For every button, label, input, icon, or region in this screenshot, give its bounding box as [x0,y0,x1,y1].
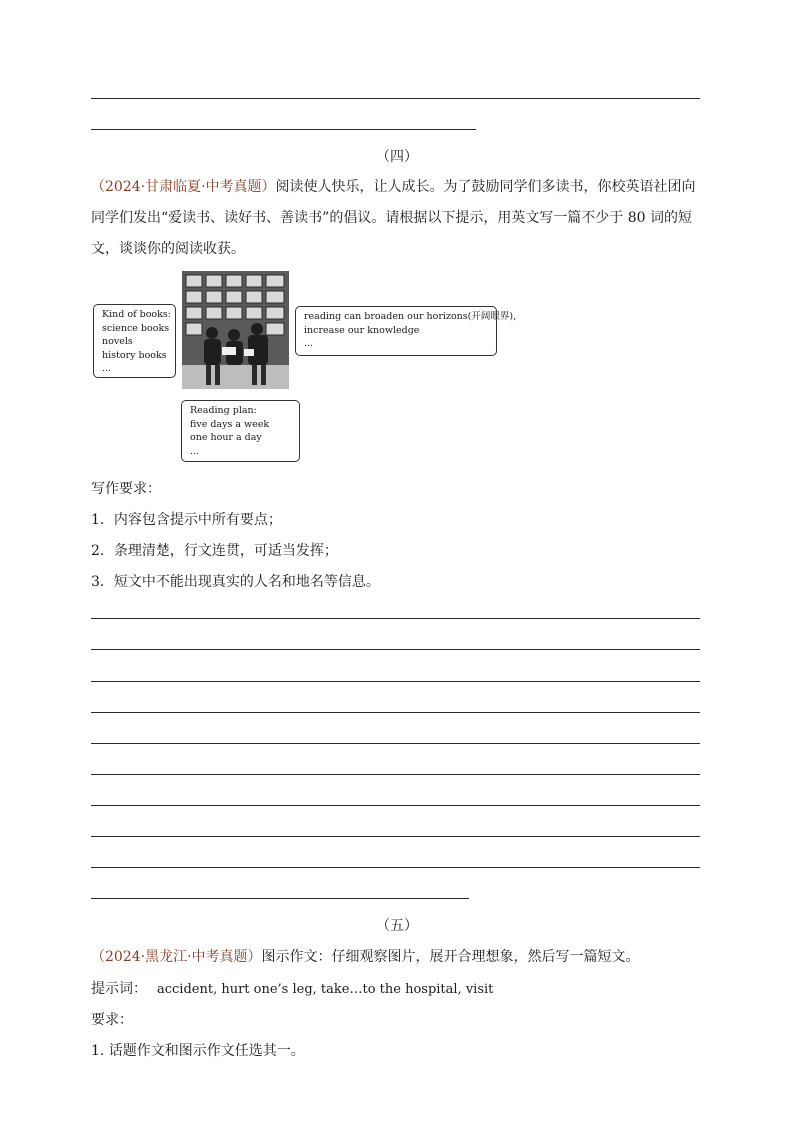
bookshelf-students-image [182,271,289,389]
section-5-prompt [91,946,640,966]
answer-line [91,836,700,837]
hint-words: accident, hurt one’s leg, take…to the hospital, visit [157,982,494,997]
section-5-prompt-text: 图示作文：仔细观察图片，展开合理想象，然后写一篇短文。 [261,949,640,965]
books-callout: Kind of books: science books novels history books ... [93,304,176,378]
answer-line [91,743,700,744]
answer-line-short [91,898,469,899]
reading-plan-callout: Reading plan: five days a week one hour a day ... [181,400,300,462]
section-4-source: （2024·甘肃临夏·中考真题） [91,179,276,195]
answer-line [91,681,700,682]
section-5-requirements-title: 要求： [91,1012,133,1028]
requirement-item: 1．内容包含提示中所有要点； [91,512,282,528]
section-5-heading: （五） [376,918,418,934]
benefit-callout: reading can broaden our horizons(开阔眼界), increase our knowledge ... [295,306,497,356]
hint-line [91,978,493,998]
section-4-prompt-text: 阅读使人快乐，让人成长。为了鼓励同学们多读书，你校英语社团向同学们发出“爱读书、读好书、善读书”的倡议。请根据以下提示，用英文写一篇不少于 80 词的短文，谈谈你的阅读收获。 [91,179,696,257]
requirement-item: 3．短文中不能出现真实的人名和地名等信息。 [91,574,380,590]
section-4-heading: （四） [376,149,418,165]
section-4-prompt [91,172,703,265]
answer-line [91,98,700,99]
answer-line [91,805,700,806]
section-5-requirement-item: 1. 话题作文和图示作文任选其一。 [91,1043,305,1059]
reading-photo [182,271,289,389]
answer-line [91,649,700,650]
answer-line [91,618,700,619]
answer-line [91,712,700,713]
answer-line-short [91,129,476,130]
requirements-title: 写作要求： [91,481,161,497]
section-5-source: （2024·黑龙江·中考真题） [91,949,262,965]
requirement-item: 2．条理清楚，行文连贯，可适当发挥； [91,543,338,559]
answer-line [91,774,700,775]
hint-label: 提示词： [91,981,147,997]
answer-line [91,867,700,868]
